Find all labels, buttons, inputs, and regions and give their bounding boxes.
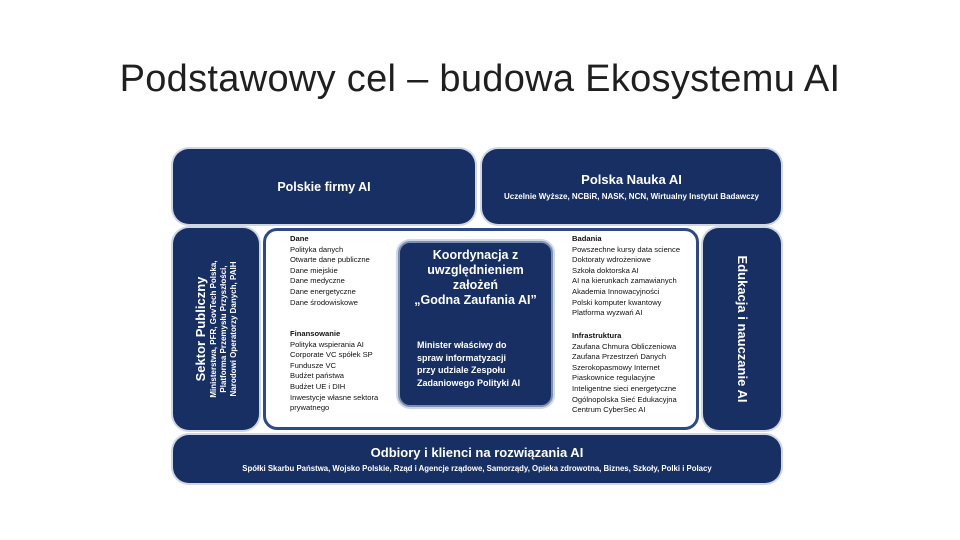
infrastruktura-item: Zaufana Chmura Obliczeniowa bbox=[572, 341, 677, 351]
coordination-heading-line: Koordynacja z bbox=[432, 248, 519, 262]
dane-item: Otwarte dane publiczne bbox=[290, 255, 370, 265]
coordination-body bbox=[417, 339, 520, 389]
box-odbiorcy-title: Odbiory i klienci na rozwiązania AI bbox=[370, 445, 584, 460]
box-sektor-publiczny bbox=[173, 228, 259, 430]
dane-list bbox=[290, 234, 370, 308]
badania-list bbox=[572, 234, 680, 319]
coordination-heading-line: „Godna Zaufania AI” bbox=[414, 293, 537, 307]
dane-header: Dane bbox=[290, 234, 309, 243]
finansowanie-item: Fundusze VC bbox=[290, 360, 337, 370]
finansowanie-item: Budżet UE i DIH bbox=[290, 381, 346, 391]
infrastruktura-list bbox=[572, 331, 677, 416]
sektor-publiczny-title: Sektor Publiczny bbox=[193, 276, 208, 382]
sektor-publiczny-line-2: Platforma Przemysłu Przyszłości, bbox=[219, 265, 228, 393]
edukacja-ai-title: Edukacja i nauczanie AI bbox=[735, 255, 750, 403]
center-coordination-box bbox=[398, 241, 553, 407]
coordination-heading-line: uwzględnieniem bbox=[427, 263, 524, 277]
badania-item: Doktoraty wdrożeniowe bbox=[572, 255, 651, 265]
badania-item: Polski komputer kwantowy bbox=[572, 297, 662, 307]
box-polskie-firmy-ai-title: Polskie firmy AI bbox=[277, 179, 371, 194]
badania-item: Akademia Innowacyjności bbox=[572, 286, 660, 296]
coordination-body-line: Zadaniowego Polityki AI bbox=[417, 377, 521, 388]
coordination-heading bbox=[400, 248, 551, 308]
infrastruktura-item: Centrum CyberSec AI bbox=[572, 405, 646, 415]
badania-item: AI na kierunkach zamawianych bbox=[572, 276, 677, 286]
box-polskie-firmy-ai bbox=[173, 149, 475, 224]
coordination-body-line: przy udziale Zespołu bbox=[417, 365, 506, 375]
box-odbiorcy-subtitle: Spółki Skarbu Państwa, Wojsko Polskie, Rząd i Agencje rządowe, Samorządy, Opieka zdrowotna, Biznes, Szkoły, Polki i Polacy bbox=[242, 464, 712, 473]
finansowanie-list bbox=[290, 329, 378, 414]
box-edukacja-ai bbox=[703, 228, 781, 430]
box-polska-nauka-ai bbox=[482, 149, 781, 224]
dane-item: Dane energetyczne bbox=[290, 286, 356, 296]
infrastruktura-item: Zaufana Przestrzeń Danych bbox=[572, 352, 667, 362]
sektor-publiczny-line-3: Narodowi Operatorzy Danych, PAIH bbox=[229, 261, 238, 397]
coordination-body-line: spraw informatyzacji bbox=[417, 352, 507, 363]
finansowanie-item: Polityka wspierania AI bbox=[290, 339, 364, 349]
dane-item: Dane medyczne bbox=[290, 276, 345, 286]
coordination-body-line: Minister właściwy do bbox=[417, 340, 507, 350]
infrastruktura-item: Piaskownice regulacyjne bbox=[572, 373, 656, 383]
infrastruktura-header: Infrastruktura bbox=[572, 331, 622, 340]
finansowanie-item: Budżet państwa bbox=[290, 371, 345, 381]
badania-item: Szkoła doktorska AI bbox=[572, 265, 639, 275]
infrastruktura-item: Szerokopasmowy Internet bbox=[572, 362, 660, 372]
finansowanie-item: Corporate VC spółek SP bbox=[290, 350, 373, 360]
finansowanie-item: prywatnego bbox=[290, 403, 330, 413]
dane-item: Polityka danych bbox=[290, 244, 344, 254]
sektor-publiczny-line-1: Ministerstwa, PFR, GovTech Polska, bbox=[209, 260, 218, 398]
box-polska-nauka-ai-title: Polska Nauka AI bbox=[581, 172, 682, 187]
box-odbiorcy bbox=[173, 435, 781, 483]
box-polska-nauka-ai-subtitle: Uczelnie Wyższe, NCBiR, NASK, NCN, Wirtualny Instytut Badawczy bbox=[504, 192, 759, 201]
sektor-publiczny-text bbox=[193, 260, 239, 397]
finansowanie-header: Finansowanie bbox=[290, 329, 341, 338]
coordination-heading-line: założeń bbox=[452, 278, 499, 292]
infrastruktura-item: Inteligentne sieci energetyczne bbox=[572, 383, 677, 393]
badania-item: Platforma wyzwań AI bbox=[572, 308, 643, 318]
slide-title: Podstawowy cel – budowa Ekosystemu AI bbox=[119, 58, 841, 100]
badania-header: Badania bbox=[572, 234, 602, 243]
infrastruktura-item: Ogólnopolska Sieć Edukacyjna bbox=[572, 394, 677, 404]
edukacja-ai-text bbox=[734, 256, 750, 403]
dane-item: Dane środowiskowe bbox=[290, 297, 358, 307]
dane-item: Dane miejskie bbox=[290, 265, 338, 275]
badania-item: Powszechne kursy data science bbox=[572, 244, 681, 254]
finansowanie-item: Inwestycje własne sektora bbox=[290, 392, 379, 402]
